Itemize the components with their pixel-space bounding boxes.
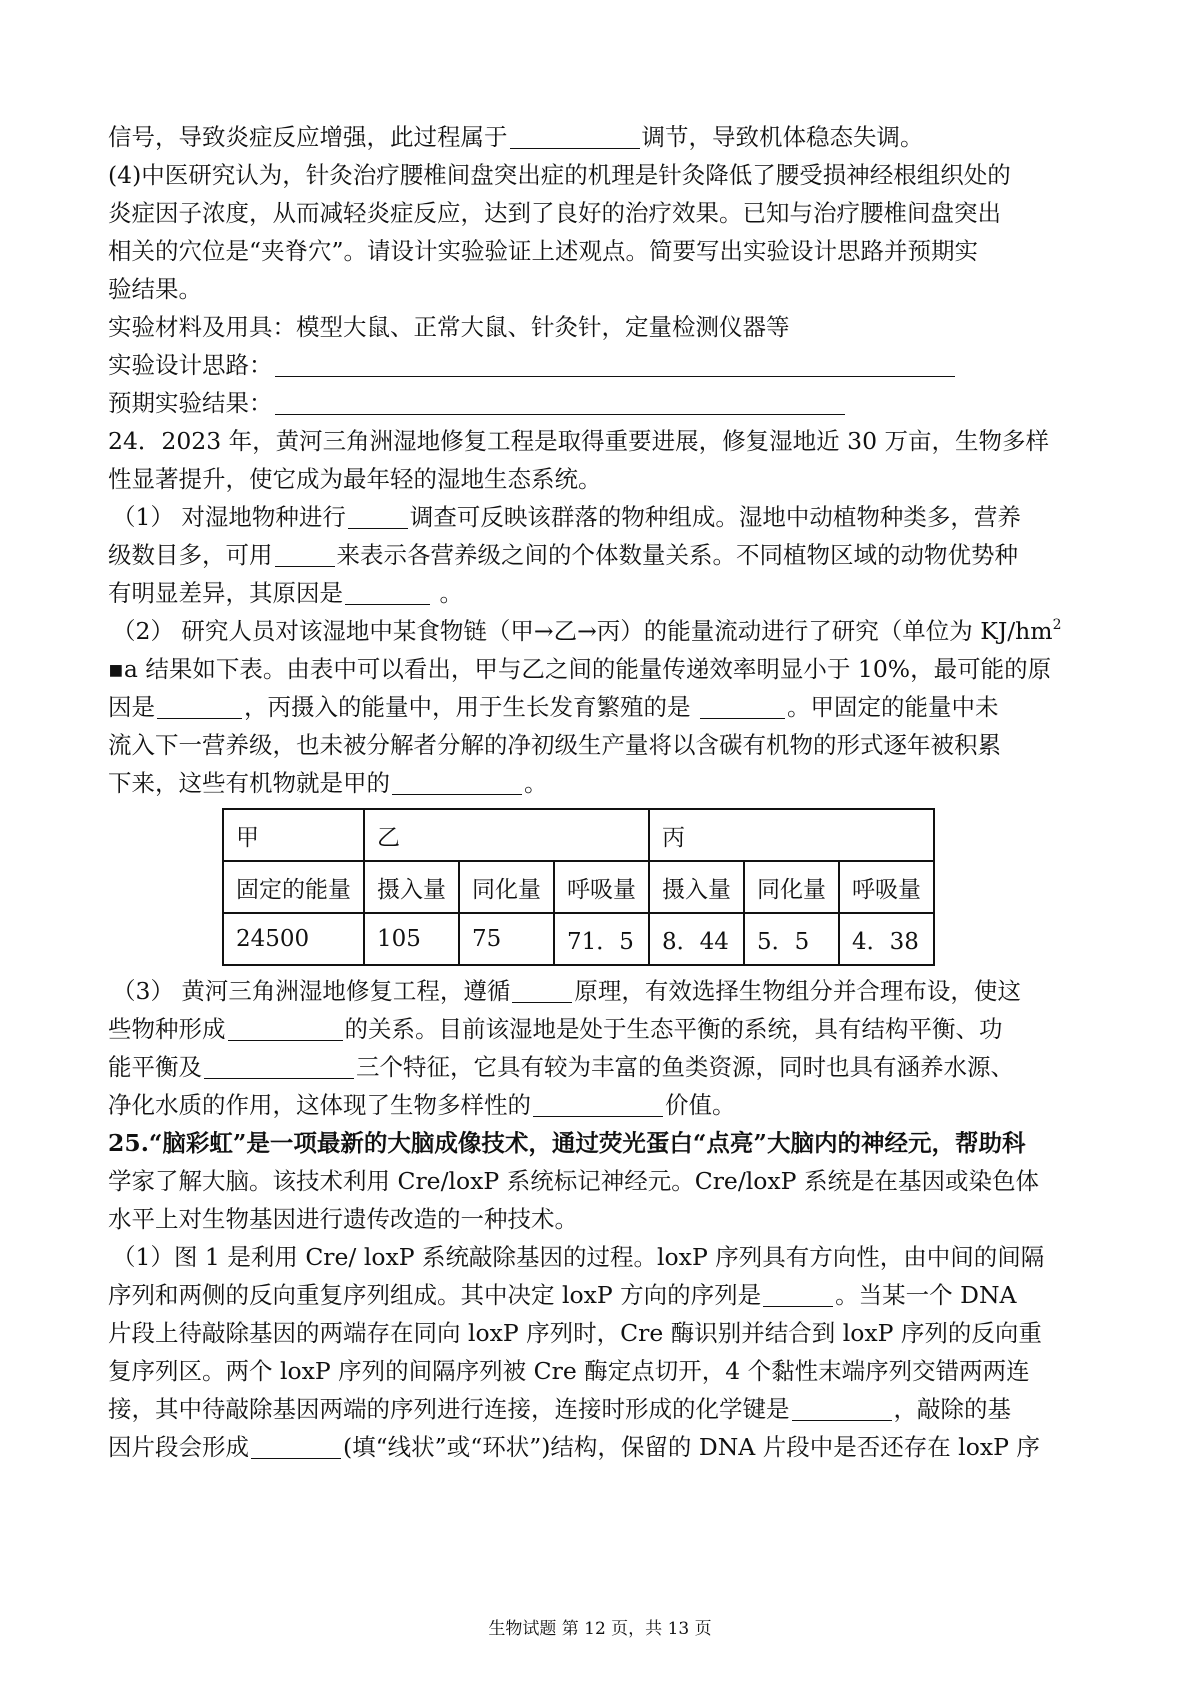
q24-intro-line-2: 性显著提升，使它成为最年轻的湿地生态系统。 — [108, 465, 602, 493]
q23-part4-line-1: (4)中医研究认为，针灸治疗腰椎间盘突出症的机理是针灸降低了腰受损神经根组织处的 — [108, 161, 1011, 189]
superscript: 2 — [1052, 617, 1062, 633]
answer-blank[interactable] — [204, 1052, 354, 1079]
text: 净化水质的作用，这体现了生物多样性的 — [108, 1091, 531, 1119]
text: 接，其中待敲除基因两端的序列进行连接，连接时形成的化学键是 — [108, 1395, 790, 1423]
answer-blank[interactable] — [510, 122, 640, 149]
table-cell: 24500 — [223, 913, 364, 965]
text: 下来，这些有机物就是甲的 — [108, 769, 390, 797]
q25-intro-line-2: 学家了解大脑。该技术利用 Cre/loxP 系统标记神经元。Cre/loxP 系统是在基因或染色体 — [108, 1167, 1039, 1195]
answer-blank[interactable] — [763, 1280, 833, 1307]
exam-page — [108, 118, 1098, 1466]
table-cell: 呼吸量 — [554, 861, 649, 913]
q24-part3-line-4 — [108, 1086, 1098, 1124]
text: 来表示各营养级之间的个体数量关系。不同植物区域的动物优势种 — [336, 541, 1018, 569]
answer-blank[interactable] — [228, 1014, 343, 1041]
q25-intro-line-3: 水平上对生物基因进行遗传改造的一种技术。 — [108, 1205, 578, 1233]
table-cell: 呼吸量 — [839, 861, 934, 913]
answer-blank[interactable] — [792, 1394, 892, 1421]
table-header-row — [223, 809, 934, 861]
table-cell: 5．5 — [744, 913, 839, 965]
text: 价值。 — [665, 1091, 736, 1119]
table-header-cell: 丙 — [649, 809, 934, 861]
table-header-cell: 乙 — [364, 809, 649, 861]
q24-part2-line-2: ▪a 结果如下表。由表中可以看出，甲与乙之间的能量传递效率明显小于 10%，最可能的原 — [108, 655, 1052, 683]
q25-part1-line-1: （1）图 1 是利用 Cre/ loxP 系统敲除基因的过程。loxP 序列具有方向性，由中间的间隔 — [112, 1243, 1045, 1271]
text: 。甲固定的能量中未 — [786, 693, 999, 721]
text: （3） 黄河三角洲湿地修复工程，遵循 — [112, 977, 511, 1005]
text: 。 — [432, 579, 463, 607]
q25-part1-line-4: 复序列区。两个 loxP 序列的间隔序列被 Cre 酶定点切开，4 个黏性末端序列交错两两连 — [108, 1357, 1030, 1385]
table-cell: 同化量 — [459, 861, 554, 913]
page-footer: 生物试题 第 12 页，共 13 页 — [488, 1619, 712, 1639]
text: 因是 — [108, 693, 155, 721]
table-cell: 71．5 — [554, 913, 649, 965]
answer-blank[interactable] — [392, 768, 522, 795]
design-answer-blank[interactable] — [275, 350, 955, 377]
text: 能平衡及 — [108, 1053, 202, 1081]
answer-blank[interactable] — [533, 1090, 663, 1117]
q24-part3-line-1 — [108, 972, 1098, 1010]
text: 因片段会形成 — [108, 1433, 249, 1461]
energy-flow-table — [222, 808, 935, 966]
q23-part4-line-2: 炎症因子浓度，从而减轻炎症反应，达到了良好的治疗效果。已知与治疗腰椎间盘突出 — [108, 199, 1001, 227]
q24-part3-line-3 — [108, 1048, 1098, 1086]
table-cell: 固定的能量 — [223, 861, 364, 913]
design-label: 实验设计思路： — [108, 351, 273, 379]
answer-blank[interactable] — [700, 692, 785, 719]
table-row — [223, 913, 934, 965]
text: 有明显差异，其原因是 — [108, 579, 343, 607]
q25-part1-line-6 — [108, 1428, 1098, 1466]
text: (填“线状”或“环状”)结构，保留的 DNA 片段中是否还存在 loxP 序 — [343, 1433, 1040, 1461]
answer-blank[interactable] — [251, 1432, 341, 1459]
text: 三个特征，它具有较为丰富的鱼类资源，同时也具有涵养水源、 — [356, 1053, 1014, 1081]
text: 原理，有效选择生物组分并合理布设，使这 — [574, 977, 1021, 1005]
q23-design-line — [108, 346, 1098, 384]
table-cell: 75 — [459, 913, 554, 965]
text: 调查可反映该群落的物种组成。湿地中动植物种类多，营养 — [409, 503, 1021, 531]
text: 些物种形成 — [108, 1015, 226, 1043]
answer-blank[interactable] — [345, 578, 430, 605]
q24-part2-line-4: 流入下一营养级，也未被分解者分解的净初级生产量将以含碳有机物的形式逐年被积累 — [108, 731, 1001, 759]
result-label: 预期实验结果： — [108, 389, 273, 417]
q24-part3-line-2 — [108, 1010, 1098, 1048]
table-cell: 105 — [364, 913, 459, 965]
table-cell: 同化量 — [744, 861, 839, 913]
q23-materials: 实验材料及用具：模型大鼠、正常大鼠、针灸针，定量检测仪器等 — [108, 313, 790, 341]
q24-part1-line-1 — [108, 498, 1098, 536]
q24-part2-line-1 — [108, 612, 1098, 650]
q25-part1-line-5 — [108, 1390, 1098, 1428]
q25-part1-line-3: 片段上待敲除基因的两端存在同向 loxP 序列时，Cre 酶识别并结合到 loxP 序列的反向重 — [108, 1319, 1042, 1347]
text: 级数目多，可用 — [108, 541, 273, 569]
q24-part1-line-3 — [108, 574, 1098, 612]
text: 序列和两侧的反向重复序列组成。其中决定 loxP 方向的序列是 — [108, 1281, 762, 1309]
answer-blank[interactable] — [275, 540, 335, 567]
text: （1） 对湿地物种进行 — [112, 503, 346, 531]
table-cell: 4．38 — [839, 913, 934, 965]
text: 调节，导致机体稳态失调。 — [641, 123, 924, 151]
q24-part1-line-2 — [108, 536, 1098, 574]
table-subheader-row — [223, 861, 934, 913]
q23-part4-line-3: 相关的穴位是“夹脊穴”。请设计实验验证上述观点。简要写出实验设计思路并预期实 — [108, 237, 979, 265]
q23-part4-line-4: 验结果。 — [108, 275, 202, 303]
table-cell: 摄入量 — [649, 861, 744, 913]
q23-line-1 — [108, 118, 1098, 156]
q25-intro-line-1: 25.“脑彩虹”是一项最新的大脑成像技术，通过荧光蛋白“点亮”大脑内的神经元，帮助科 — [108, 1129, 1026, 1157]
q23-result-line — [108, 384, 1098, 422]
q25-part1-line-2 — [108, 1276, 1098, 1314]
text: 信号，导致炎症反应增强，此过程属于 — [108, 123, 508, 151]
result-answer-blank[interactable] — [275, 388, 845, 415]
text: （2） 研究人员对该湿地中某食物链（甲→乙→丙）的能量流动进行了研究（单位为 KJ/hm — [112, 617, 1053, 645]
q24-intro-line-1: 24．2023 年，黄河三角洲湿地修复工程是取得重要进展，修复湿地近 30 万亩，生物多样 — [108, 427, 1050, 455]
answer-blank[interactable] — [348, 502, 408, 529]
text: 的关系。目前该湿地是处于生态平衡的系统，具有结构平衡、功 — [344, 1015, 1003, 1043]
table-cell: 8．44 — [649, 913, 744, 965]
answer-blank[interactable] — [157, 692, 242, 719]
table-header-cell: 甲 — [223, 809, 364, 861]
table-cell: 摄入量 — [364, 861, 459, 913]
text: 。当某一个 DNA — [835, 1281, 1017, 1309]
answer-blank[interactable] — [512, 976, 572, 1003]
q24-part2-line-5 — [108, 764, 1098, 802]
text: ，敲除的基 — [893, 1395, 1011, 1423]
text: ，丙摄入的能量中，用于生长发育繁殖的是 — [244, 693, 698, 721]
q24-part2-line-3 — [108, 688, 1098, 726]
text: 。 — [524, 769, 548, 797]
